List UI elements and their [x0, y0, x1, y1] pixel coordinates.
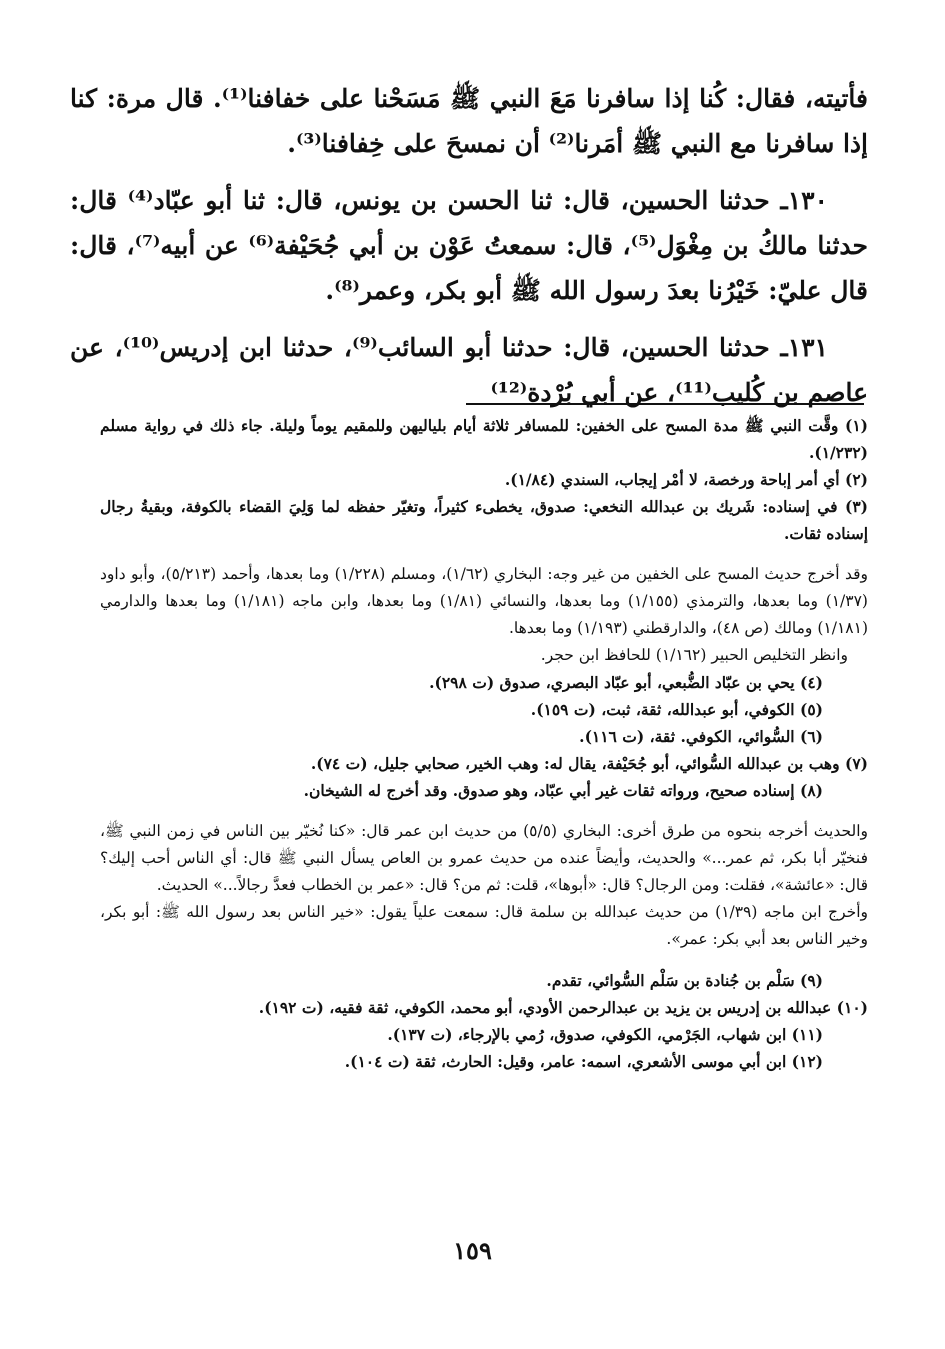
main-paragraph: فأتيته، فقال: كُنا إذا سافرنا مَعَ النبي ﷺ مَسَحْنا على خفافنا⁽¹⁾. قال مرة: كنا إذا سافرنا مع النبي ﷺ أمَرنا⁽²⁾ أن نمسحَ على خِفافنا⁽³⁾. [70, 84, 868, 158]
footnote: (٤) يحي بن عبّاد الضُّبعي، أبو عبّاد البصري، صدوق (ت ٢٩٨). [429, 673, 823, 692]
footnote-commentary: وأخرج ابن ماجه (١/٣٩) من حديث عبدالله بن سلمة قال: سمعت علياً يقول: «خير الناس بعد رسول الله ﷺ: أبو بكر، وخير الناس بعد أبي بكر: عمر». [100, 903, 868, 948]
footnote: (٣) في إسناده: شَريك بن عبدالله النخعي: صدوق، يخطىء كثيراً، وتغيّر حفظه لما وَلِيَ القضاء بالكوفة، وبقيةُ رجال إسناده ثقات. [100, 497, 868, 543]
footnote-divider [466, 403, 864, 405]
footnote: (٢) أي أمر إباحة ورخصة، لا أمْر إيجاب، السندي (١/٨٤). [504, 470, 868, 489]
footnote-commentary: وقد أخرج حديث المسح على الخفين من غير وجه: البخاري (١/٦٢)، ومسلم (١/٢٢٨) وما بعدها، وأحمد (٥/٢١٣)، وأبو داود (١/٣٧) وما بعدها، والترمذي (١/١٥٥) وما بعدها، والنسائي (١/٨١) وما بعدها، وابن ماجه (١/١٨١) وما بعدها والدارمي (١/١٨١) ومالك (ص ٤٨)، والدارقطني (١/١٩٣) وما بعدها. [100, 565, 869, 637]
footnote: (٦) السُّوائي، الكوفي. ثقة، (ت ١١٦). [579, 727, 823, 746]
footnote: (٨) إسناده صحيح، ورواته ثقات غير أبي عبّاد، وهو صدوق. وقد أخرج له الشيخان. [303, 781, 823, 800]
footnote: (٥) الكوفي، أبو عبدالله، ثقة، ثبت، (ت ١٥٩). [530, 700, 823, 719]
page-number: ١٥٩ [453, 1236, 492, 1265]
footnote: (١٠) عبدالله بن إدريس بن يزيد بن عبدالرحمن الأودي، أبو محمد، الكوفي، ثقة فقيه، (ت ١٩٢). [258, 998, 868, 1017]
footnote-commentary: وانظر التخليص الحبير (١/١٦٢) للحافظ ابن حجر. [540, 646, 848, 664]
footnote: (٩) سَلْم بن جُنادة بن سَلْم السُّوائي، تقدم. [546, 971, 823, 990]
footnote: (١٢) ابن أبي موسى الأشعري، اسمه: عامر، وقيل: الحارث، ثقة (ت ١٠٤). [344, 1052, 823, 1071]
main-paragraph: ١٣٠ـ حدثنا الحسين، قال: ثنا الحسن بن يونس، قال: ثنا أبو عبّاد⁽⁴⁾ قال: حدثنا مالكُ بن مِغْوَل⁽⁵⁾، قال: سمعتُ عَوْن بن أبي جُحَيْفة⁽⁶⁾ عن أبيه⁽⁷⁾، قال: قال عليّ: خَيْرُنا بعدَ رسول الله ﷺ أبو بكر، وعمر⁽⁸⁾. [70, 186, 869, 305]
footnotes-block [100, 412, 868, 1075]
footnote-commentary: والحديث أخرجه بنحوه من طرق أخرى: البخاري (٥/٥) من حديث ابن عمر قال: «كنا نُخيّر بين الناس في زمن النبي ﷺ، فنخيّر أبا بكر، ثم عمر...» والحديث، وأيضاً عنده من حديث عمرو بن العاص يسأل النبي ﷺ قال: أي الناس أحب إليك؟ قال: «عائشة»، فقلت: ومن الرجال؟ قال: «أبوها»، قلت: ثم من؟ قال: «عمر بن الخطاب فعدَّ رجالاً...» الحديث. [100, 822, 868, 894]
footnote: (٧) وهب بن عبدالله السُّوائي، أبو جُحَيْفة، يقال له: وهب الخير، صحابي جليل، (ت ٧٤). [310, 754, 868, 773]
main-paragraph: ١٣١ـ حدثنا الحسين، قال: حدثنا أبو السائب⁽⁹⁾، حدثنا ابن إدريس⁽¹⁰⁾، عن عاصم بن كُليب⁽¹¹⁾، عن أبي بُرْدة⁽¹²⁾ [70, 333, 868, 407]
main-text-block [70, 76, 868, 415]
footnote: (١١) ابن شهاب، الجَرْمي، الكوفي، صدوق، رُمي بالإرجاء، (ت ١٣٧). [387, 1025, 823, 1044]
footnote: (١) وقَّت النبي ﷺ مدة المسح على الخفين: للمسافر ثلاثة أيام بلياليهن وللمقيم يوماً وليلة. جاء ذلك في رواية مسلم (١/٢٣٢). [100, 416, 868, 462]
